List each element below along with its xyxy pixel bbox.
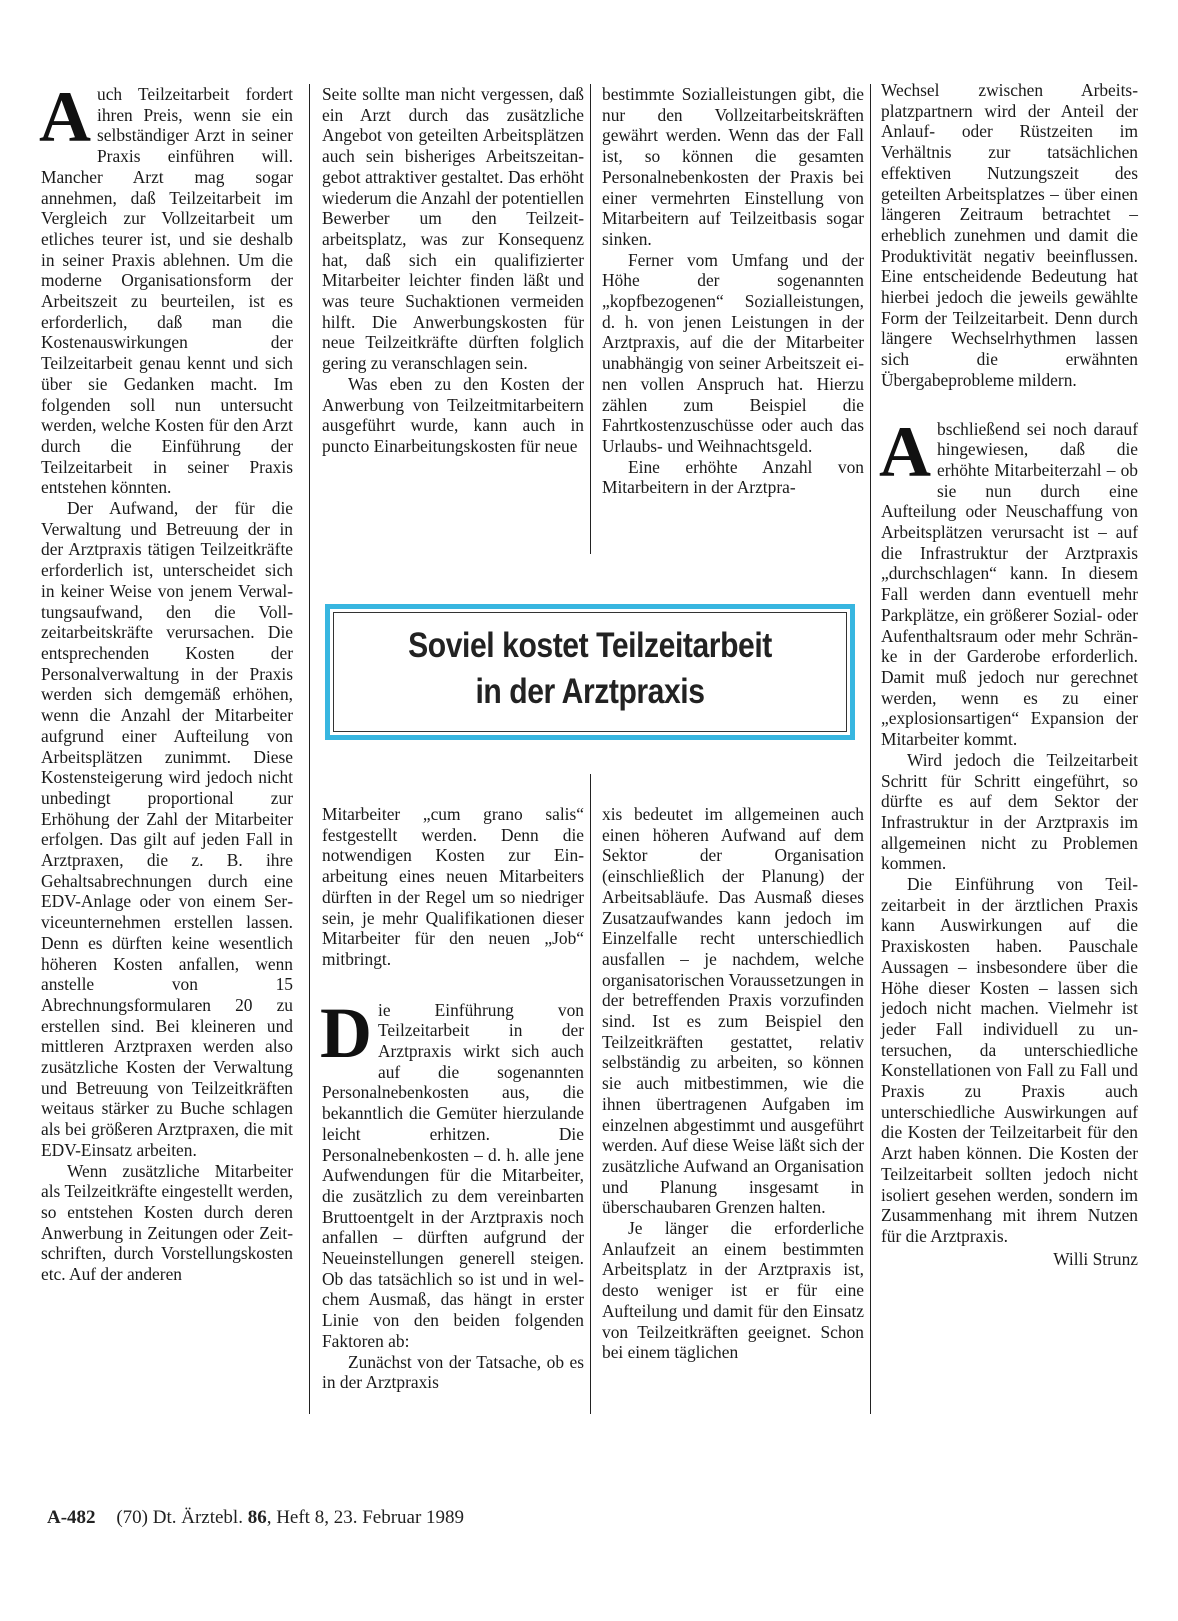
paragraph: Abschließend sei noch darauf hingewiesen, daß die erhöhte Mitarbeiterzahl – ob sie nun durch eine Aufteilung oder Neuschaffung von Arbeitsplätzen verursacht ist – auf die Infrastruktur der Arztpraxis „durchschlagen“ kann. In diesem Fall werden dann eventuell mehr Parkplätze, ein größerer Sozial- oder Aufenthaltsraum oder mehr Schränke in der Garderobe erforderlich. Damit muß jedoch nur gerechnet werden, wenn es zu einer „explosionsartigen“ Expansion der Mitarbeiter kommt.	[879, 411, 1138, 750]
drop-cap: D	[320, 992, 372, 1073]
column-rule	[309, 84, 310, 1414]
author-name: Willi Strunz	[1053, 1248, 1138, 1269]
paragraph: Eine erhöhte Anzahl von Mitarbeitern in der Arztpra-	[602, 456, 864, 498]
article-column-4	[881, 80, 1138, 1269]
drop-cap: A	[39, 77, 91, 157]
headline-line-2: in der Arztpraxis	[475, 672, 705, 711]
paragraph: Zunächst von der Tatsache, ob es in der Arztpraxis	[322, 1351, 584, 1393]
column-rule	[590, 84, 591, 554]
paragraph: bestimmte Sozialleistungen gibt, die nur den Vollzeitarbeitskräften gewährt werden. Wenn das der Fall ist, so können die gesamten Personalnebenkosten der Praxis bei einer vermehrten Einstellung von Mitarbeitern auf Teilzeitbasis sogar sinken.	[602, 84, 864, 249]
article-headline	[366, 623, 813, 715]
paragraph: Wird jedoch die Teilzeitarbeit Schritt für Schritt eingeführt, so dürfte es auf dem Sektor der Infrastruktur in der Arztpraxis im allgemeinen nicht zu Problemen kommen.	[881, 749, 1138, 874]
paragraph: xis bedeutet im allgemeinen auch einen höheren Aufwand auf dem Sektor der Organisation (einschließlich der Planung) der Arbeitsabläufe. Das Ausmaß dieses Zusatzaufwandes kann jedoch im Einzelfalle recht unterschiedlich ausfallen – je nachdem, welche organisatorischen Voraussetzungen in der betreffenden Praxis vorzufinden sind. Ist es zum Beispiel den Teilzeitkräften gestattet, relativ selbständig zu arbeiten, so können sie auch mitbestimmen, wie die ihnen übertragenen Aufgaben im einzelnen abgestimmt und ausgeführt werden. Auf diese Weise läßt sich der zusätzliche Aufwand an Organisation und Planung insgesamt in überschaubaren Grenzen halten.	[602, 804, 864, 1218]
journal-volume: 86	[247, 1507, 267, 1528]
article-column-5	[322, 804, 584, 1393]
drop-cap: A	[879, 411, 931, 492]
paragraph: Was eben zu den Kosten der Anwerbung von Teilzeitmitarbeitern ausgeführt wurde, kann auch in puncto Einarbeitungskosten für neue	[322, 373, 584, 456]
paragraph: Seite sollte man nicht vergessen, daß ein Arzt durch das zusätzliche Angebot von geteilten Arbeitsplätzen auch sein bisheriges Arbeitszeitangebot attraktiver gestaltet. Das erhöht wiederum die Anzahl der potentiellen Bewerber um den Teilzeitarbeitsplatz, was zur Konsequenz hat, daß sich ein qualifizierter Mitarbeiter leichter finden läßt und was teure Suchaktionen vermeiden hilft. Die Anwerbungskosten für neue Teilzeitkräfte dürften folglich gering zu veranschlagen sein.	[322, 84, 584, 374]
article-column-1	[39, 77, 293, 1285]
paragraph: Auch Teilzeitarbeit fordert ihren Preis, wenn sie ein selbständiger Arzt in seiner Praxis einführen will. Mancher Arzt mag sogar annehmen, daß Teilzeitarbeit im Vergleich zur Vollzeitarbeit um etliches teurer ist, und sie deshalb in seiner Praxis ablehnen. Um die moderne Organisationsform der Arbeitszeit zu beurteilen, ist es erforderlich, daß man die Kostenauswirkungen der Teilzeitarbeit genau kennt und sich über sie Gedanken macht. Im folgenden soll nun untersucht werden, welche Kosten für den Arzt durch die Einführung der Teilzeitarbeit in seiner Praxis entstehen könnten.	[39, 77, 293, 498]
column-rule	[590, 774, 591, 1414]
column-rule	[870, 84, 871, 1414]
paragraph: Mitarbeiter „cum grano salis“ festgestellt werden. Denn die notwendigen Kosten zur Einarbeitung eines neuen Mitarbeiters dürften in der Regel um so niedriger sein, je mehr Qualifikationen dieser Mitarbeiter für den neuen „Job“ mitbringt.	[322, 804, 584, 969]
paragraph: Die Einführung von Teilzeitarbeit in der ärztlichen Praxis kann Auswirkungen auf die Praxiskosten haben. Pauschale Aussagen – insbesondere über die Höhe dieser Kosten – lassen sich jedoch nicht machen. Vielmehr ist jeder Fall individuell zu untersuchen, da unterschiedliche Konstellationen von Fall zu Fall und Praxis zu Praxis auch unterschiedliche Auswirkungen auf die Kosten der Teilzeitarbeit für den Arzt haben können. Die Kosten der Teilzeitarbeit sollten jedoch nicht isoliert gesehen werden, sondern im Zusammenhang mit ihrem Nutzen für die Arztpraxis.	[881, 874, 1138, 1246]
paragraph: Der Aufwand, der für die Verwaltung und Betreuung der in der Arztpraxis tätigen Teilzeitkräfte erforderlich ist, unterscheidet sich in keiner Weise von jenem Verwaltungsaufwand, den die Vollzeitarbeitskräfte verursachen. Die entsprechenden Kosten der Personalverwaltung in der Praxis werden sich demgemäß erhöhen, wenn die Anzahl der Mitarbeiter aufgrund einer Aufteilung von Arbeitsplätzen zunimmt. Diese Kostensteigerung wird jedoch nicht unbedingt proportional zur Erhöhung der Zahl der Mitarbeiter erfolgen. Das gilt auf jeden Fall in Arztpraxen, die z. B. ihre Gehaltsabrechnungen durch eine EDV-Anlage oder von einem Serviceunternehmen erstellen lassen. Denn es dürften keine wesentlich höheren Kosten anfallen, wenn anstelle von 15 Abrechnungsformularen 20 zu erstellen sind. Bei kleineren und mittleren Arztpraxen werden also zusätzliche Kosten der Verwaltung und Betreuung von Teilzeitkräften weitaus stärker zu Buche schlagen als bei größeren Arztpraxen, die mit EDV-Einsatz arbeiten.	[41, 498, 293, 1160]
article-column-3	[602, 84, 864, 498]
paragraph: Ferner vom Umfang und der Höhe der sogenannten „kopfbezogenen“ Sozialleistungen, d. h. von jenen Leistungen in der Arztpraxis, auf die der Mitarbeiter unabhängig von seiner Arbeitszeit einen vollen Anspruch hat. Hierzu zählen zum Beispiel die Fahrtkostenzuschüsse oder auch das Urlaubs- und Weihnachtsgeld.	[602, 249, 864, 456]
headline-line-1: Soviel kostet Teilzeitarbeit	[408, 626, 772, 665]
page-number: A-482	[47, 1507, 96, 1528]
page-footer	[47, 1507, 464, 1529]
paragraph: Je länger die erforderliche Anlaufzeit an einem bestimmten Arbeitsplatz in der Arztpraxis ist, desto weniger ist er für eine Aufteilung und damit für den Einsatz von Teilzeitkräften geeignet. Schon bei einem täglichen	[602, 1218, 864, 1363]
paragraph: Die Einführung von Teilzeitarbeit in der Arztpraxis wirkt sich auch auf die sogenannten Personalnebenkosten aus, die bekanntlich die Gemüter hierzulande leicht erhitzen. Die Personalnebenkosten – d. h. alle jene Aufwendungen für die Mitarbeiter, die zusätzlich zu dem vereinbarten Bruttoentgelt in der Arztpraxis noch anfallen – dürften aufgrund der Neueinstellungen generell steigen. Ob das tatsächlich so ist und in welchem Ausmaß, das hängt in erster Linie von den beiden folgenden Faktoren ab:	[320, 992, 584, 1351]
article-column-6	[602, 804, 864, 1363]
journal-citation: (70) Dt. Ärztebl.	[116, 1507, 243, 1528]
headline-box	[325, 604, 855, 740]
article-column-2	[322, 84, 584, 457]
paragraph: Wechsel zwischen Arbeitsplatzpartnern wird der Anteil der Anlauf- oder Rüstzeiten im Verhältnis zur tatsächlichen effektiven Nutzungszeit des geteilten Arbeitsplatzes – über einen längeren Zeitraum betrachtet – erheblich zunehmen und damit die Produktivität negativ beeinflussen. Eine entscheidende Bedeutung hat hierbei jedoch die jeweils gewählte Form der Teilzeitarbeit. Denn durch längere Wechselrhythmen lassen sich die erwähnten Übergabeprobleme mildern.	[881, 80, 1138, 390]
paragraph: Wenn zusätzliche Mitarbeiter als Teilzeitkräfte eingestellt werden, so entstehen Kosten durch deren Anwerbung in Zeitungen oder Zeitschriften, durch Vorstellungskosten etc. Auf der anderen	[41, 1160, 293, 1285]
journal-issue: , Heft 8, 23. Februar 1989	[266, 1507, 465, 1528]
